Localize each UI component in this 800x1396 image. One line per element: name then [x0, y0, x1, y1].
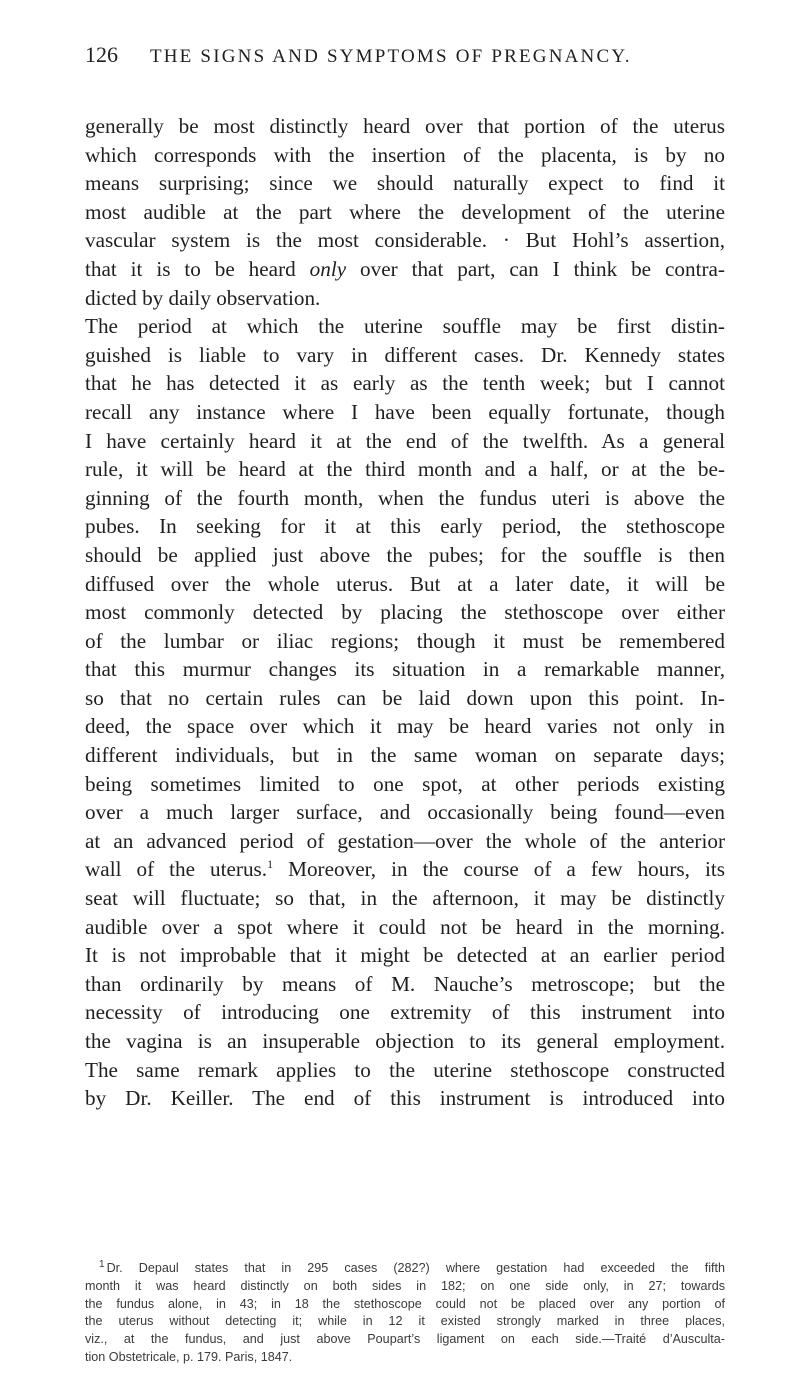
footnote-reference[interactable]: 1: [267, 857, 274, 872]
text-line: ginning of the fourth month, when the fundus uteri is above the: [85, 485, 725, 510]
text-line: I have certainly heard it at the end of the twelfth. As a general: [85, 428, 725, 453]
text-line: seat will fluctuate; so that, in the afternoon, it may be distinctly: [85, 886, 725, 911]
footnote-line: the uterus without detecting it; while in 12 it existed strongly marked in three places,: [85, 1314, 725, 1329]
text-line: necessity of introducing one extremity of this instrument into: [85, 1000, 725, 1025]
text-line: The same remark applies to the uterine stethoscope constructed: [85, 1057, 725, 1082]
text-line: generally be most distinctly heard over that portion of the uterus: [85, 114, 725, 138]
text-line: most commonly detected by placing the stethoscope over either: [85, 600, 725, 625]
text-line: The period at which the uterine souffle may be first distin-: [85, 314, 725, 339]
footnote-marker: 1: [99, 1259, 105, 1270]
text-line: audible over a spot where it could not be heard in the morning.: [85, 914, 725, 939]
text-line: diffused over the whole uterus. But at a later date, it will be: [85, 571, 725, 596]
page-number: 126: [85, 42, 118, 67]
text-line: should be applied just above the pubes; for the souffle is then: [85, 542, 725, 567]
text-line: rule, it will be heard at the third month and a half, or at the be-: [85, 457, 725, 482]
text-line: which corresponds with the insertion of the placenta, is by no: [85, 142, 725, 167]
text-line: being sometimes limited to one spot, at other periods existing: [85, 771, 725, 796]
text-segment: wall of the uterus.: [85, 857, 268, 882]
text-line: by Dr. Keiller. The end of this instrument is introduced into: [85, 1086, 725, 1111]
text-line: dicted by daily observation.: [85, 285, 321, 310]
text-line: over a much larger surface, and occasionally being found—even: [85, 800, 725, 825]
text-line: so that no certain rules can be laid down upon this point. In-: [85, 685, 725, 710]
text-segment: over that part, can I think be contra-: [360, 256, 725, 281]
text-line: that he has detected it as early as the tenth week; but I cannot: [85, 371, 725, 396]
text-line: recall any instance where I have been equally fortunate, though: [85, 399, 725, 424]
text-line: most audible at the part where the development of the uterine: [85, 199, 725, 224]
text-line: means surprising; since we should naturally expect to find it: [85, 171, 725, 196]
footnote-text: Dr. Depaul states that in 295 cases (282?) where gestation had exceeded the fifth: [106, 1261, 725, 1275]
text-line-with-emphasis: [85, 255, 725, 284]
text-line: It is not improbable that it might be detected at an earlier period: [85, 943, 725, 968]
text-line: of the lumbar or iliac regions; though it must be remembered: [85, 628, 725, 653]
text-line: different individuals, but in the same woman on separate days;: [85, 743, 725, 768]
footnote-line: the fundus alone, in 43; in 18 the stethoscope could not be placed over any portion of: [85, 1296, 725, 1311]
text-line: pubes. In seeking for it at this early period, the stethoscope: [85, 514, 725, 539]
text-segment: that it is to be heard: [85, 256, 310, 281]
text-line: than ordinarily by means of M. Nauche’s metroscope; but the: [85, 971, 725, 996]
text-line: at an advanced period of gestation—over the whole of the anterior: [85, 828, 725, 853]
text-line-with-footnote-ref: [85, 855, 725, 884]
emphasized-word: only: [309, 256, 347, 281]
footnote-line: viz., at the fundus, and just above Poupart’s ligament on each side.—Traité d’Ausculta-: [85, 1332, 725, 1347]
footnote-line: tion Obstetricale, p. 179. Paris, 1847.: [85, 1349, 293, 1364]
text-line: the vagina is an insuperable objection to its general employment.: [85, 1029, 725, 1053]
text-line: guished is liable to vary in different cases. Dr. Kennedy states: [85, 342, 725, 367]
footnote-line: month it was heard distinctly on both sides in 182; on one side only, in 27; towards: [85, 1278, 725, 1293]
footnote-line: [85, 1260, 725, 1278]
text-line: that this murmur changes its situation in a remarkable manner,: [85, 657, 725, 682]
text-line: deed, the space over which it may be heard varies not only in: [85, 714, 725, 739]
text-segment: Moreover, in the course of a few hours, its: [273, 857, 725, 882]
text-line: vascular system is the most considerable. · But Hohl’s assertion,: [85, 228, 725, 253]
footnote: [85, 1260, 725, 1367]
running-head-title: THE SIGNS AND SYMPTOMS OF PREGNANCY.: [149, 46, 632, 67]
running-header: [85, 42, 725, 82]
body-text: [85, 112, 725, 1113]
